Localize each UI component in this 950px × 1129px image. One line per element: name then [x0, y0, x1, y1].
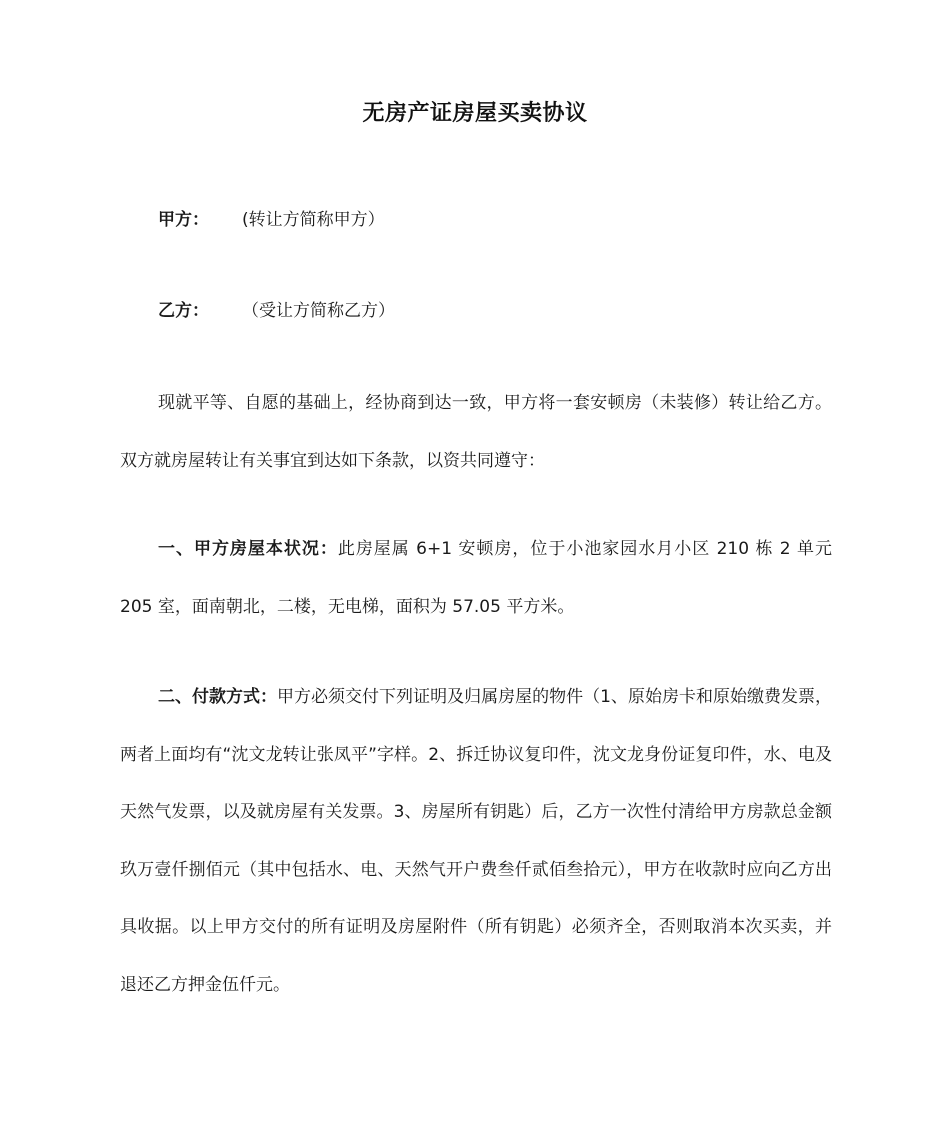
party-a-note: (转让方简称甲方） — [242, 210, 385, 230]
party-a-label: 甲方： — [158, 210, 209, 230]
party-b-label: 乙方： — [158, 301, 209, 321]
clause-2-heading: 二、付款方式： — [158, 687, 278, 707]
clause-1-paragraph — [120, 521, 832, 636]
party-b-note: （受让方简称乙方） — [242, 301, 395, 321]
intro-paragraph: 现就平等、自愿的基础上，经协商到达一致，甲方将一套安顿房（未装修）转让给乙方。双方就房屋转让有关事宜到达如下条款，以资共同遵守： — [120, 393, 832, 471]
clause-2-paragraph — [120, 669, 832, 1014]
clause-2-text: 甲方必须交付下列证明及归属房屋的物件（1、原始房卡和原始缴费发票，两者上面均有“沈文龙转让张凤平”字样。2、拆迁协议复印件，沈文龙身份证复印件，水、电及天然气发票，以及就房屋有关发票。3、房屋所有钥匙）后，乙方一次性付清给甲方房款总金额玖万壹仟捌佰元（其中包括水、电、天然气开户费叁仟贰佰叁拾元），甲方在收款时应向乙方出具收据。以上甲方交付的所有证明及房屋附件（所有钥匙）必须齐全，否则取消本次买卖，并退还乙方押金伍仟元。 — [120, 687, 832, 995]
party-b-line — [158, 299, 395, 323]
document-title: 无房产证房屋买卖协议 — [362, 101, 588, 126]
party-a-line — [158, 208, 385, 232]
clause-1-text: 此房屋属 6+1 安顿房，位于小池家园水月小区 210 栋 2 单元 205 室，面南朝北，二楼，无电梯，面积为 57.05 平方米。 — [120, 539, 832, 617]
clause-1-heading: 一、甲方房屋本状况： — [158, 539, 338, 559]
